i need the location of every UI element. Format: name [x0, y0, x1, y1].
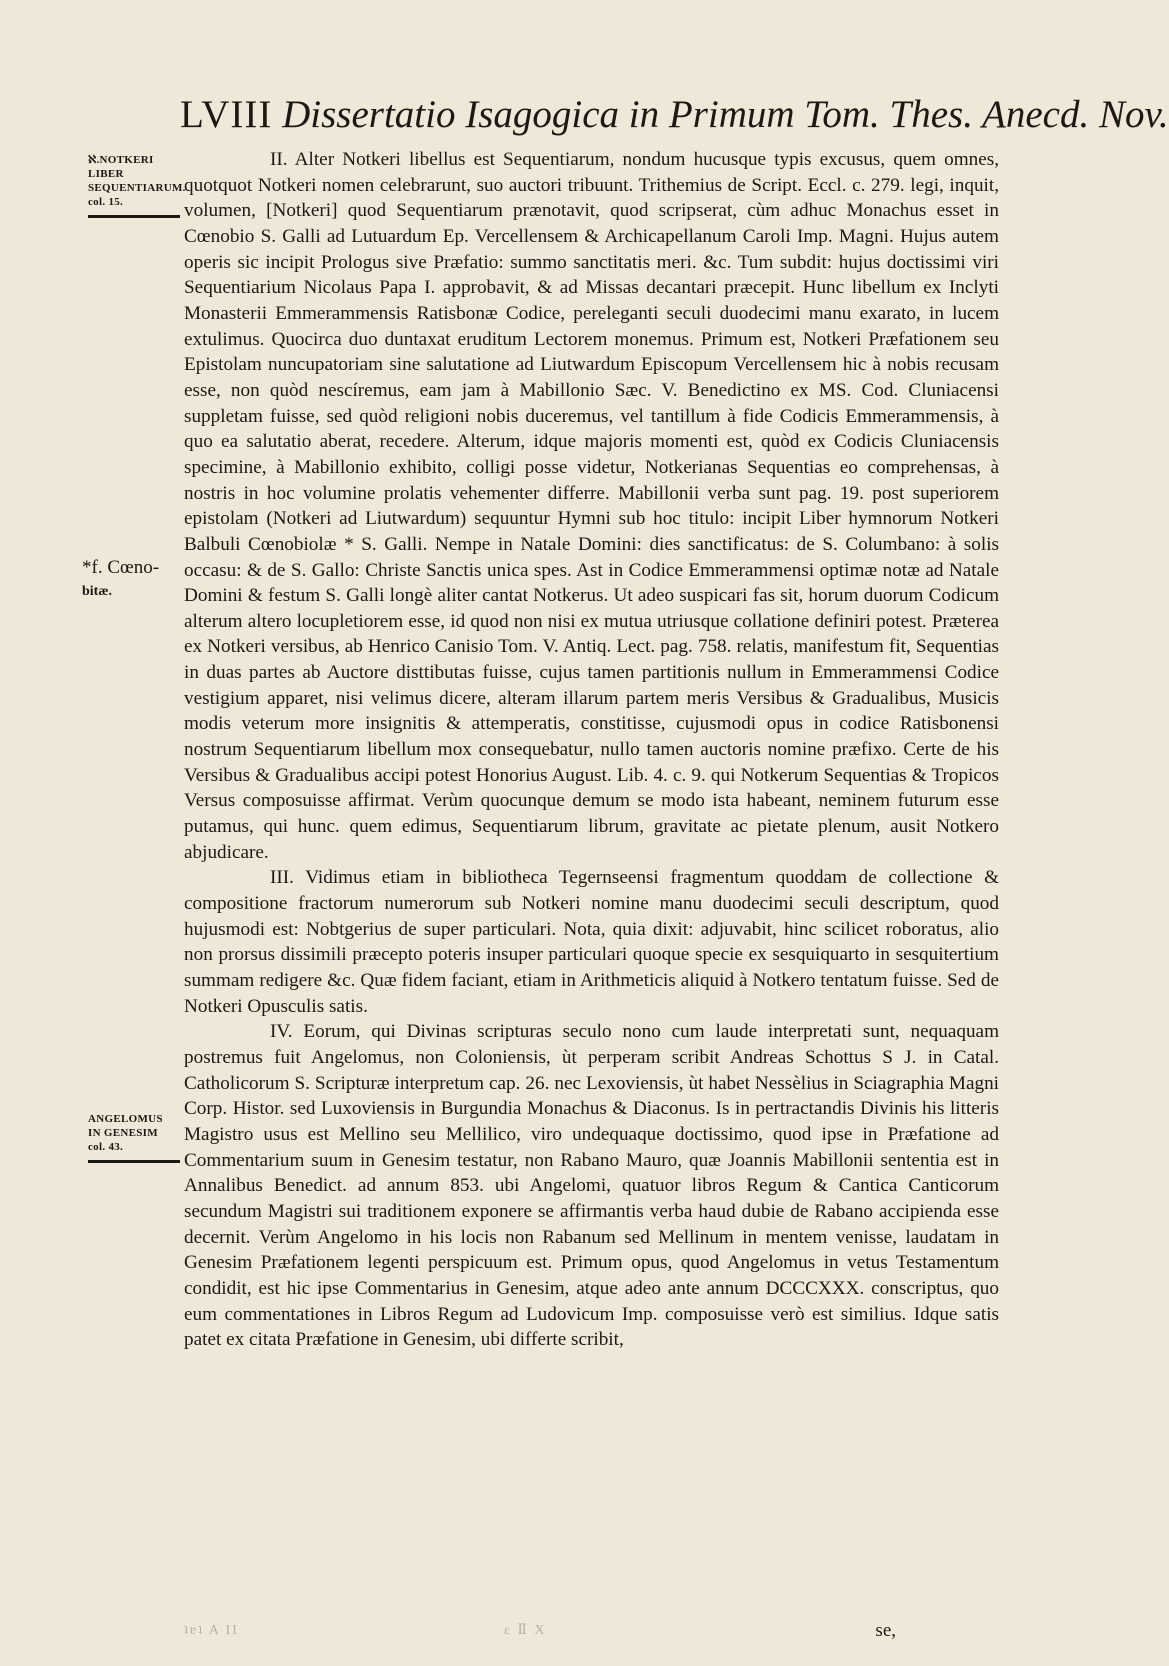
margin-note-notkeri-text: ℵ.NOTKERI LIBER SEQUENTIARUM. col. 15.	[88, 154, 186, 208]
margin-note-coenobitae	[82, 556, 177, 604]
margin-note-coenobitae-a: *f. Cœno-	[82, 557, 160, 578]
running-header	[180, 92, 1169, 138]
margin-note-angelomus-text: ANGELOMUS IN GENESIM col. 43.	[88, 1113, 163, 1153]
margin-note-angelomus	[88, 1112, 176, 1163]
margin-rule	[88, 1160, 180, 1163]
margin-rule	[88, 215, 180, 218]
show-through-text-left: ʇɐʇ A II	[184, 1623, 239, 1638]
show-through-text-mid: ɛ Ⅱ X	[504, 1623, 547, 1638]
page-number: LVIII	[180, 93, 273, 136]
main-text	[184, 147, 999, 1353]
margin-note-coenobitae-b: bitæ.	[82, 584, 112, 599]
running-title: Dissertatio Isagogica in Primum Tom. Thes. Anecd. Nov.	[282, 93, 1169, 136]
catchword: se,	[875, 1620, 896, 1641]
paragraph-iv: IV. Eorum, qui Divinas scripturas seculo nono cum laude interpretati sunt, nequaquam postremus fuit Angelomus, non Coloniensis, ùt perperam scribit Andreas Schottus S J. in Catal. Catholicorum S. Scripturæ interpretum cap. 26. nec Lexoviensis, ùt habet Nessèlius in Sciagraphia Magni Corp. Histor. sed Luxoviensis in Burgundia Monachus & Diaconus. Is in pertractandis Divinis his litteris Magistro usus est Mellino seu Mellilico, viro undequaque doctissimo, quod ipse in Præfatione ad Commentarium suum in Genesim testatur, non Rabano Mauro, quæ Joannis Mabillonii sententia est in Annalibus Benedict. ad annum 853. ubi Angelomi, quatuor libros Regum & Cantica Canticorum secundum Magistri sui traditionem exponere se affirmantis verba haud dubie de Rabano accipienda esse decernit. Verùm Angelomo in his locis non Rabanum sed Mellinum in mentem venisse, laudatam in Genesim Præfationem legenti perspicuum est. Primum opus, quod Angelomus in vetus Testamentum condidit, est hic ipse Commentarius in Genesim, atque adeo ante annum DCCCXXX. conscriptus, quo eum commentationes in Libros Regum ad Ludovicum Imp. composuisse verò est similius. Idque satis patet ex citata Præfatione in Genesim, ubi differte scribit,	[184, 1021, 999, 1351]
paragraph-iii: III. Vidimus etiam in bibliotheca Tegernseensi fragmentum quoddam de collectione & compositione fractorum numerorum sub Notkeri nomine manu duodecimi seculi descriptum, quod hujusmodi est: Nobtgerius de super particulari. Nota, quia dixit: adjuvabit, hinc scilicet roboratus, alio non prorsus dissimili præcepto poteris insuper particulari quoque specie ex sesquiquarto in sesquitertium summam redigere &c. Quæ fidem faciant, etiam in Arithmeticis aliquid à Notkero tentatum fuisse. Sed de Notkeri Opusculis satis.	[184, 867, 999, 1017]
margin-note-notkeri	[88, 153, 186, 218]
paragraph-ii: II. Alter Notkeri libellus est Sequentiarum, nondum hucusque typis excusus, quem omnes, quotquot Notkeri nomen celebrarunt, suo auctori tribuunt. Trithemius de Script. Eccl. c. 279. legi, inquit, volumen, [Notkeri] quod Sequentiarum prænotavit, quod scripserat, cùm adhuc Monachus esset in Cœnobio S. Galli ad Lutuardum Ep. Vercellensem & Archicapellanum Caroli Imp. Magni. Hujus autem operis sic incipit Prologus sive Præfatio: summo sanctitatis meri. &c. Tum subdit: hujus doctissimi viri Sequentiarium Nicolaus Papa I. approbavit, & ad Missas decantari præcepit. Hunc libellum ex Inclyti Monasterii Emmerammensis Ratisbonæ Codice, pereleganti seculi duodecimi manu exarato, in lucem extulimus. Quocirca duo duntaxat eruditum Lectorem monemus. Primum est, Notkeri Præfationem seu Epistolam nuncupatoriam sine salutatione ad Liutwardum Episcopum Vercellensem hic à nobis recusam esse, non quòd nescíremus, eam jam à Mabillonio Sæc. V. Benedictino ex MS. Cod. Cluniacensi suppletam fuisse, sed quòd religioni nobis duceremus, vel tantillum à fide Codicis Emmerammensis, à quo ea salutatio aberat, recedere. Alterum, idque majoris momenti est, quòd ex Codicis Cluniacensis specimine, à Mabillonio exhibito, colligi posse videtur, Notkerianas Sequentias eo comprehensas, à nostris in hoc volumine prolatis vehementer differre. Mabillonii verba sunt pag. 19. post superiorem epistolam (Notkeri ad Liutwardum) sequuntur Hymni sub hoc titulo: incipit Liber hymnorum Notkeri Balbuli Cœnobiolæ * S. Galli. Nempe in Natale Domini: dies sanctificatus: de S. Columbano: à solis occasu: & de S. Gallo: Christe Sanctis unica spes. Ast in Codice Emmerammensi optimæ notæ ad Natale Domini & festum S. Galli longè aliter cantat Notkerus. Ut adeo suspicari fas sit, horum duorum Codicum alterum altero locupletiorem esse, id quod non nisi ex mutua utriusque collatione definiri potest. Præterea ex Notkeri versibus, ab Henrico Canisio Tom. V. Antiq. Lect. pag. 758. relatis, manifestum fit, Sequentias in duas partes ab Auctore disttibutas fuisse, cujus tamen partitionis nullum in Emmerammensi Codice vestigium apparet, nisi velimus dicere, alteram illarum partem meris Versibus & Gradualibus, Musicis modis veterum more insignitis & attemperatis, constitisse, cujusmodi opus in codice Ratisbonensi nostrum Sequentiarum libellum mox consequebatur, nullo tamen auctoris nomine præfixo. Certe de his Versibus & Gradualibus accipi potest Honorius August. Lib. 4. c. 9. qui Notkerum Sequentias & Tropicos Versus composuisse affirmat. Verùm quocunque demum se modo ista habeant, neminem futurum esse putamus, qui hunc. quem edimus, Sequentiarum librum, gravitate ac pietate plenum, ausit Notkero abjudicare.	[184, 149, 999, 863]
